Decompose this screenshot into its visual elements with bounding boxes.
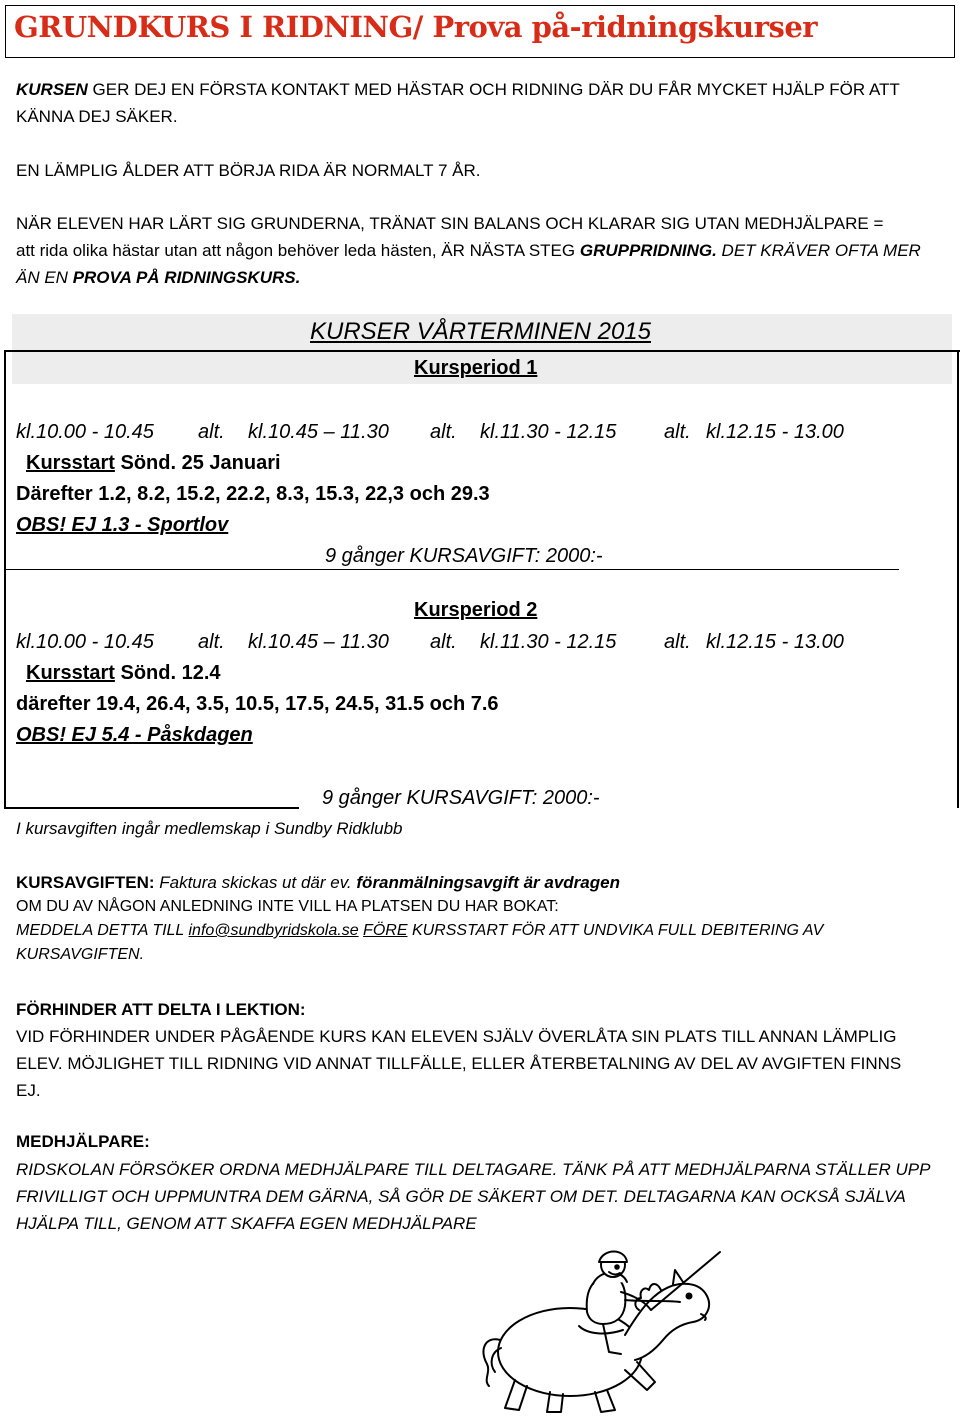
helpers-text: RIDSKOLAN FÖRSÖKER ORDNA MEDHJÄLPARE TILL DELTAGARE. TÄNK PÅ ATT MEDHJÄLPARNA STÄLLER UPP FRIVILLIGT OCH UPPMUNTRA DEM GÄRNA, SÅ GÖR DE SÄKERT OM DET. DELTAGARNA KAN OCKSÅ SJÄLVA HJÄLPA TILL, GENOM ATT SKAFFA EGEN MEDHJÄLPARE: [16, 1160, 930, 1233]
helpers-heading: MEDHJÄLPARE:: [16, 1132, 150, 1151]
period-1-start: Kursstart Sönd. 25 Januari: [26, 452, 281, 474]
course-box-left-border: [4, 350, 6, 808]
period-2-times: kl.10.00 - 10.45 alt. kl.10.45 – 11.30 alt. kl.11.30 - 12.15 alt. kl.12.15 - 13.00: [16, 631, 844, 653]
period-1-fee: 9 gånger KURSAVGIFT: 2000:-: [325, 545, 603, 567]
courses-heading: KURSER VÅRTERMINEN 2015: [310, 318, 651, 345]
page-title: GRUNDKURS I RIDNING/ Prova på-ridningskurser: [14, 10, 818, 44]
course-box-top-border: [4, 350, 960, 352]
email-link[interactable]: info@sundbyridskola.se: [188, 922, 359, 939]
period-2-dates: därefter 19.4, 26.4, 3.5, 10.5, 17.5, 24.5, 31.5 och 7.6: [16, 693, 499, 715]
course-box-right-border: [957, 350, 959, 808]
intro-paragraph-3: NÄR ELEVEN HAR LÄRT SIG GRUNDERNA, TRÄNAT SIN BALANS OCH KLARAR SIG UTAN MEDHJÄLPARE = att rida olika hästar utan att någon behöver leda hästen, ÄR NÄSTA STEG GRUPPRIDNING. DET KRÄVER OFTA MER ÄN EN PROVA PÅ RIDNINGSKURS.: [16, 214, 921, 287]
period-2-obs: OBS! EJ 5.4 - Påskdagen: [16, 724, 253, 746]
period-2-label: Kursperiod 2: [414, 599, 538, 621]
fee-info: KURSAVGIFTEN: Faktura skickas ut där ev. föranmälningsavgift är avdragen OM DU AV NÅGON ANLEDNING INTE VILL HA PLATSEN DU HAR BOKAT: MEDDELA DETTA TILL info@sundbyridskola.se FÖRE KURSSTART FÖR ATT UNDVIKA FULL DEBITERING AV KURSAVGIFTEN.: [16, 873, 824, 963]
period-1-dates: Därefter 1.2, 8.2, 15.2, 22.2, 8.3, 15.3, 22,3 och 29.3: [16, 483, 490, 505]
cartoon-pony-rider-icon: [475, 1240, 735, 1415]
membership-note: I kursavgiften ingår medlemskap i Sundby Ridklubb: [16, 819, 403, 838]
course-box-bottom-border: [4, 807, 299, 809]
period-1-times: kl.10.00 - 10.45 alt. kl.10.45 – 11.30 alt. kl.11.30 - 12.15 alt. kl.12.15 - 13.00: [16, 421, 844, 443]
hinder-text: VID FÖRHINDER UNDER PÅGÅENDE KURS KAN ELEVEN SJÄLV ÖVERLÅTA SIN PLATS TILL ANNAN LÄMPLIG ELEV. MÖJLIGHET TILL RIDNING VID ANNAT TILLFÄLLE, ELLER ÅTERBETALNING AV DEL AV AVGIFTEN FINNS EJ.: [16, 1027, 902, 1100]
period-2-fee: 9 gånger KURSAVGIFT: 2000:-: [322, 787, 600, 809]
period-divider: [4, 569, 899, 570]
hinder-heading: FÖRHINDER ATT DELTA I LEKTION:: [16, 1000, 306, 1019]
period-2-start: Kursstart Sönd. 12.4: [26, 662, 221, 684]
intro-paragraph-2: EN LÄMPLIG ÅLDER ATT BÖRJA RIDA ÄR NORMALT 7 ÅR.: [16, 161, 481, 180]
intro-paragraph-1: KURSEN GER DEJ EN FÖRSTA KONTAKT MED HÄSTAR OCH RIDNING DÄR DU FÅR MYCKET HJÄLP FÖR ATT KÄNNA DEJ SÄKER.: [16, 80, 900, 126]
period-1-label: Kursperiod 1: [414, 357, 538, 379]
period-1-obs: OBS! EJ 1.3 - Sportlov: [16, 514, 229, 536]
